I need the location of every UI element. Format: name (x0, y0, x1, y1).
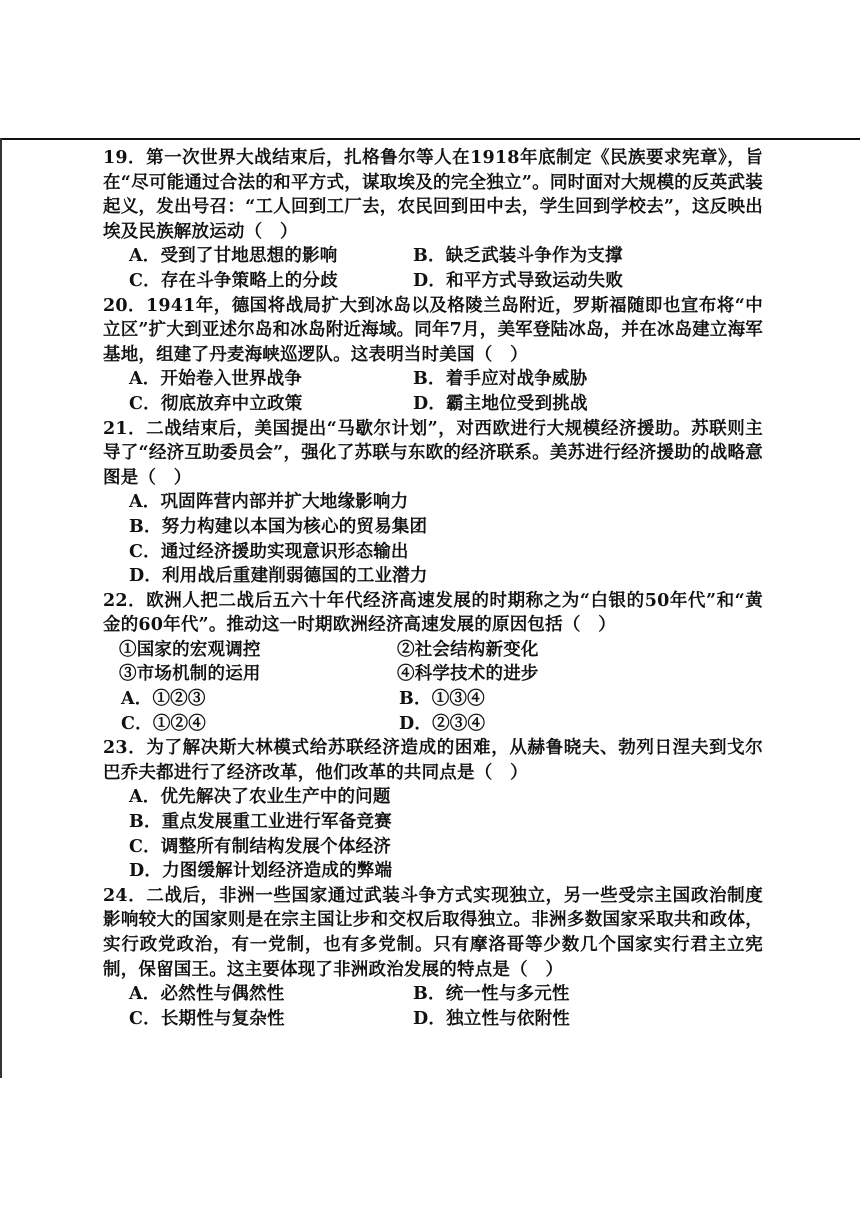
option-b: B．重点发展重工业进行军备竞赛 (129, 812, 392, 833)
options-row (103, 392, 763, 417)
option-a: A．巩固阵营内部并扩大地缘影响力 (129, 492, 409, 513)
option-d: D．独立性与依附性 (413, 1008, 570, 1029)
option-b: B．统一性与多元性 (413, 984, 570, 1005)
question-19 (103, 146, 763, 294)
question-stem: 22．欧洲人把二战后五六十年代经济高速发展的时期称之为“白银的50年代”和“黄金的60年代”。推动这一时期欧洲经济高速发展的原因包括（ ） (103, 590, 763, 636)
option-b: B．着手应对战争威胁 (413, 369, 588, 390)
item-1: ①国家的宏观调控 (119, 639, 261, 660)
option-a: A．受到了甘地思想的影响 (129, 246, 338, 267)
option-c: C．长期性与复杂性 (129, 1008, 285, 1029)
options-row (103, 367, 763, 392)
option-a: A．优先解决了农业生产中的问题 (129, 787, 391, 808)
item-2: ②社会结构新变化 (397, 639, 539, 660)
top-border-line (0, 138, 860, 140)
item-4: ④科学技术的进步 (397, 664, 539, 685)
question-23 (103, 736, 763, 884)
item-3: ③市场机制的运用 (119, 664, 261, 685)
question-stem: 24．二战后，非洲一些国家通过武装斗争方式实现独立，另一些受宗主国政治制度影响较大的国家则是在宗主国让步和交权后取得独立。非洲多数国家采取共和政体，实行政党政治，有一党制，也有多党制。只有摩洛哥等少数几个国家实行君主立宪制，保留国王。这主要体现了非洲政治发展的特点是（ ） (103, 885, 763, 980)
question-stem: 23．为了解决斯大林模式给苏联经济造成的困难，从赫鲁晓夫、勃列日涅夫到戈尔巴乔夫都进行了经济改革，他们改革的共同点是（ ） (103, 738, 763, 783)
question-21 (103, 417, 763, 589)
options-row (103, 712, 763, 737)
option-d: D．霸主地位受到挑战 (413, 393, 588, 414)
option-d: D．力图缓解计划经济造成的弊端 (129, 861, 393, 882)
option-b: B．①③④ (399, 689, 485, 710)
question-20 (103, 294, 763, 417)
question-stem: 21．二战结束后，美国提出“马歇尔计划”，对西欧进行大规模经济援助。苏联则主导了“经济互助委员会”，强化了苏联与东欧的经济联系。美苏进行经济援助的战略意图是（ ） (103, 418, 763, 488)
options-row (103, 1007, 763, 1032)
option-b: B．努力构建以本国为核心的贸易集团 (129, 516, 428, 537)
options-row (103, 269, 763, 294)
question-24 (103, 884, 763, 1032)
option-d: D．和平方式导致运动失败 (413, 270, 624, 291)
question-22 (103, 589, 763, 737)
option-b: B．缺乏武装斗争作为支撑 (413, 246, 623, 267)
items-row (103, 662, 763, 687)
option-a: A．必然性与偶然性 (129, 984, 285, 1005)
option-c: C．彻底放弃中立政策 (129, 393, 303, 414)
option-a: A．①②③ (121, 689, 206, 710)
options-row (103, 244, 763, 269)
items-row (103, 638, 763, 663)
question-stem: 19．第一次世界大战结束后，扎格鲁尔等人在1918年底制定《民族要求宪章》，旨在“尽可能通过合法的和平方式，谋取埃及的完全独立”。同时面对大规模的反英武装起义，发出号召：“工人回到工厂去，农民回到田中去，学生回到学校去”，这反映出埃及民族解放运动（ ） (103, 148, 763, 242)
option-a: A．开始卷入世界战争 (129, 369, 303, 390)
option-c: C．存在斗争策略上的分歧 (129, 270, 338, 291)
questions-block (103, 146, 763, 1031)
options-row (103, 687, 763, 712)
option-d: D．利用战后重建削弱德国的工业潜力 (129, 566, 428, 587)
question-stem: 20．1941年，德国将战局扩大到冰岛以及格陵兰岛附近，罗斯福随即也宣布将“中立区”扩大到亚述尔岛和冰岛附近海域。同年7月，美军登陆冰岛，并在冰岛建立海军基地，组建了丹麦海峡巡逻队。这表明当时美国（ ） (103, 295, 763, 365)
option-d: D．②③④ (399, 713, 486, 734)
option-c: C．①②④ (121, 713, 206, 734)
options-row (103, 982, 763, 1007)
option-c: C．通过经济援助实现意识形态输出 (129, 541, 409, 562)
option-c: C．调整所有制结构发展个体经济 (129, 836, 391, 857)
left-border-line (0, 138, 2, 1078)
